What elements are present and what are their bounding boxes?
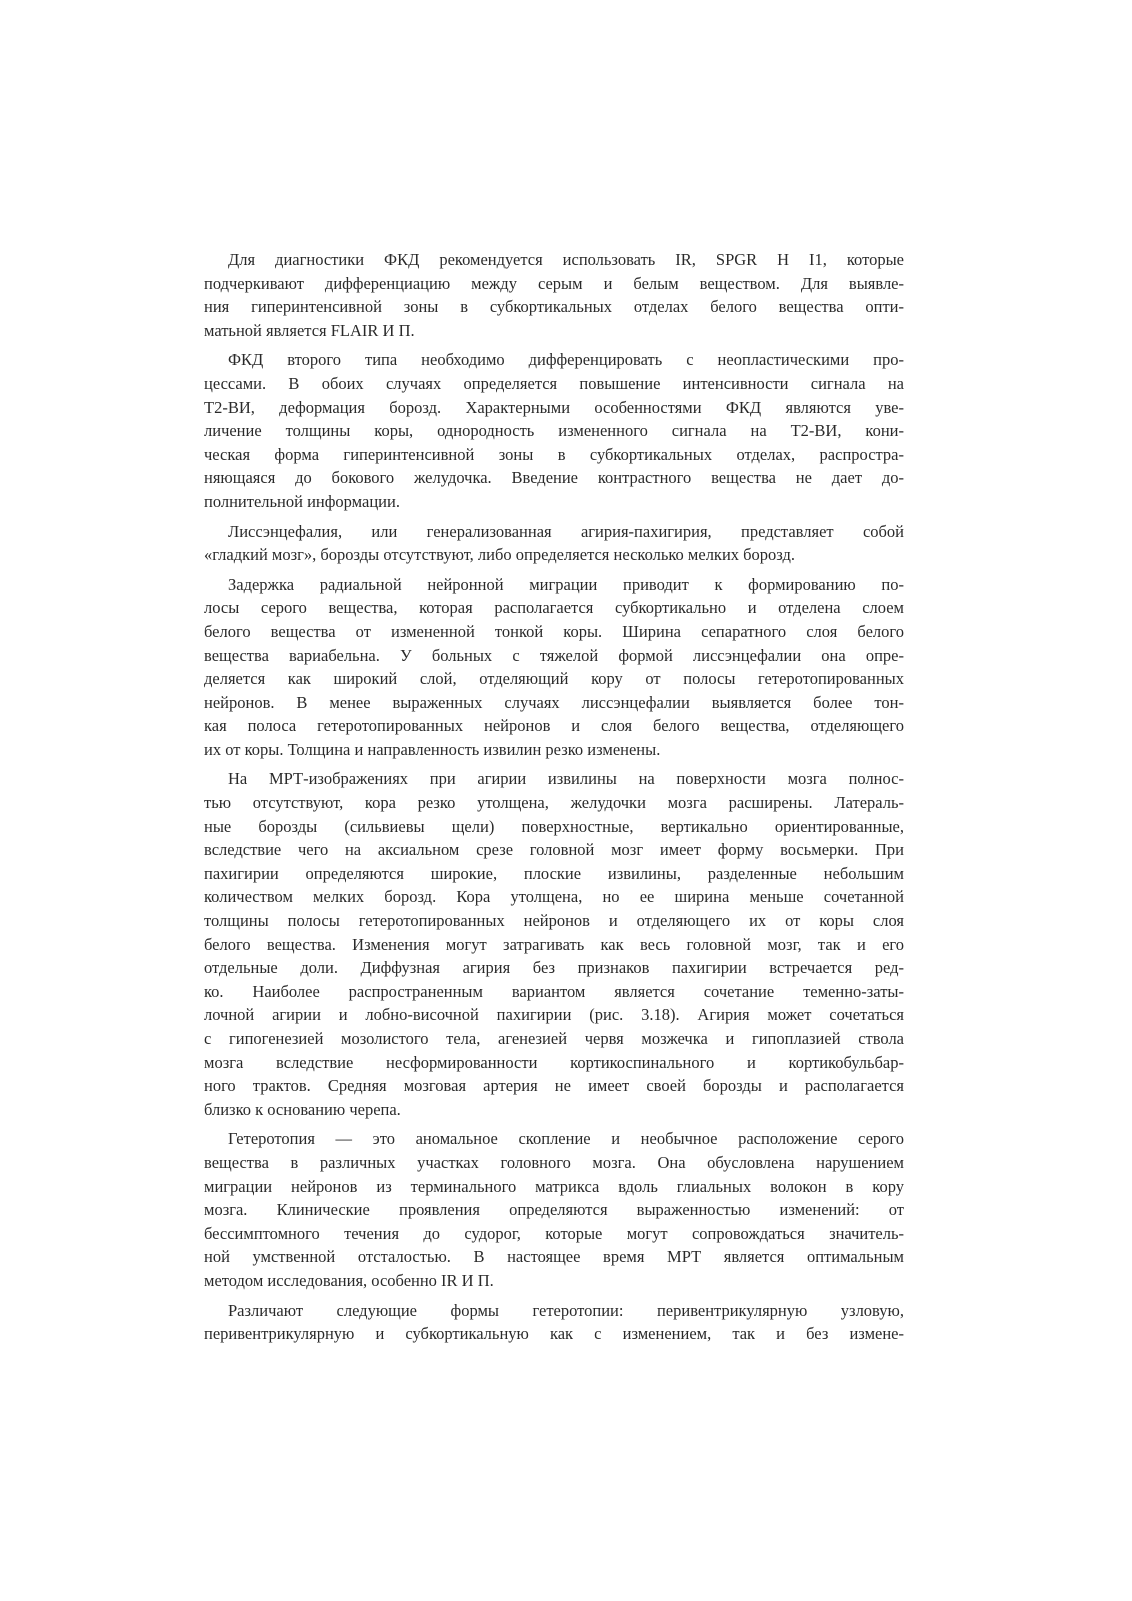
paragraph-mri-agyria bbox=[204, 767, 904, 1121]
paragraph-fkd-diagnostics bbox=[204, 248, 904, 342]
text-line: Гетеротопия — это аномальное скопление и необычное расположение серого bbox=[228, 1129, 904, 1149]
text-line: ные борозды (сильвиевы щели) поверхностные, вертикально ориентированные, bbox=[204, 816, 904, 836]
text-line: миграции нейронов из терминального матрикса вдоль глиальных волокон в кору bbox=[204, 1176, 904, 1196]
text-line: лосы серого вещества, которая располагается субкортикально и отделена слоем bbox=[204, 598, 904, 618]
text-line: белого вещества от измененной тонкой коры. Ширина сепаратного слоя белого bbox=[204, 621, 904, 641]
text-line: количеством мелких борозд. Кора утолщена, но ее ширина меньше сочетанной bbox=[204, 887, 904, 907]
text-line: вещества в различных участках головного мозга. Она обусловлена нарушением bbox=[204, 1152, 904, 1172]
text-line: деляется как широкий слой, отделяющий кору от полосы гетеротопированных bbox=[204, 669, 904, 689]
text-line: мозга вследствие несформированности кортикоспинального и кортикобульбар- bbox=[204, 1052, 904, 1072]
text-line: ния гиперинтенсивной зоны в субкортикальных отделах белого вещества опти- bbox=[204, 297, 904, 317]
text-line: ческая форма гиперинтенсивной зоны в субкортикальных отделах, распростра- bbox=[204, 444, 904, 464]
text-line: Лиссэнцефалия, или генерализованная агирия-пахигирия, представляет собой bbox=[228, 521, 904, 541]
text-line: с гипогенезией мозолистого тела, агенезией червя мозжечка и гипоплазией ствола bbox=[204, 1029, 904, 1048]
text-line: Различают следующие формы гетеротопии: перивентрикулярную узловую, bbox=[228, 1300, 904, 1320]
paragraph-radial-migration bbox=[204, 573, 904, 762]
text-line: мозга. Клинические проявления определяются выраженностью изменений: от bbox=[204, 1200, 904, 1220]
text-line: ко. Наиболее распространенным вариантом является сочетание теменно-заты- bbox=[204, 981, 904, 1001]
text-line: полнительной информации. bbox=[204, 491, 400, 511]
paragraph-lissencephaly bbox=[204, 520, 904, 567]
paragraph-heterotopia bbox=[204, 1127, 904, 1292]
text-line: перивентрикулярную и субкортикальную как с изменением, так и без измене- bbox=[204, 1324, 904, 1344]
text-line: вещества вариабельна. У больных с тяжелой формой лиссэнцефалии она опре- bbox=[204, 645, 904, 665]
text-line: пахигирии определяются широкие, плоские извилины, разделенные небольшим bbox=[204, 863, 904, 883]
text-line: няющаяся до бокового желудочка. Введение контрастного вещества не дает до- bbox=[204, 468, 904, 488]
text-line: бессимптомного течения до судорог, которые могут сопровождаться значитель- bbox=[204, 1223, 904, 1243]
text-line: нейронов. В менее выраженных случаях лиссэнцефалии выявляется более тон- bbox=[204, 692, 904, 712]
text-line: методом исследования, особенно IR И П. bbox=[204, 1270, 494, 1290]
text-line: толщины полосы гетеротопированных нейронов и отделяющего их от коры слоя bbox=[204, 911, 904, 931]
page-text bbox=[204, 248, 904, 1352]
text-line: близко к основанию черепа. bbox=[204, 1099, 401, 1119]
text-line: подчеркивают дифференциацию между серым и белым веществом. Для выявле- bbox=[204, 273, 904, 293]
text-line: ного трактов. Средняя мозговая артерия не имеет своей борозды и располагается bbox=[204, 1076, 904, 1096]
text-line: лочной агирии и лобно-височной пахигирии (рис. 3.18). Агирия может сочетаться bbox=[204, 1005, 904, 1025]
text-line: цессами. В обоих случаях определяется повышение интенсивности сигнала на bbox=[204, 373, 904, 393]
text-line: Т2-ВИ, деформация борозд. Характерными особенностями ФКД являются уве- bbox=[204, 397, 904, 417]
paragraph-heterotopia-forms bbox=[204, 1299, 904, 1346]
text-line: кая полоса гетеротопированных нейронов и слоя белого вещества, отделяющего bbox=[204, 716, 904, 736]
text-line: матьной является FLAIR И П. bbox=[204, 320, 415, 340]
paragraph-fkd-type-two bbox=[204, 348, 904, 513]
text-line: Для диагностики ФКД рекомендуется использовать IR, SPGR H I1, которые bbox=[228, 250, 904, 269]
text-line: ФКД второго типа необходимо дифференцировать с неопластическими про- bbox=[228, 350, 904, 370]
text-line: «гладкий мозг», борозды отсутствуют, либо определяется несколько мелких борозд. bbox=[204, 545, 796, 565]
text-line: тью отсутствуют, кора резко утолщена, желудочки мозга расширены. Латераль- bbox=[204, 793, 904, 813]
text-line: отдельные доли. Диффузная агирия без признаков пахигирии встречается ред- bbox=[204, 958, 904, 978]
text-line: белого вещества. Изменения могут затрагивать как весь головной мозг, так и его bbox=[204, 934, 904, 954]
text-line: личение толщины коры, однородность измененного сигнала на Т2-ВИ, кони- bbox=[204, 421, 904, 441]
text-line: их от коры. Толщина и направленность извилин резко изменены. bbox=[204, 739, 661, 759]
text-line: вследствие чего на аксиальном срезе головной мозг имеет форму восьмерки. При bbox=[204, 840, 904, 860]
text-line: Задержка радиальной нейронной миграции приводит к формированию по- bbox=[228, 574, 904, 594]
text-line: ной умственной отсталостью. В настоящее время МРТ является оптимальным bbox=[204, 1247, 904, 1267]
text-line: На МРТ-изображениях при агирии извилины на поверхности мозга полнос- bbox=[228, 769, 904, 789]
